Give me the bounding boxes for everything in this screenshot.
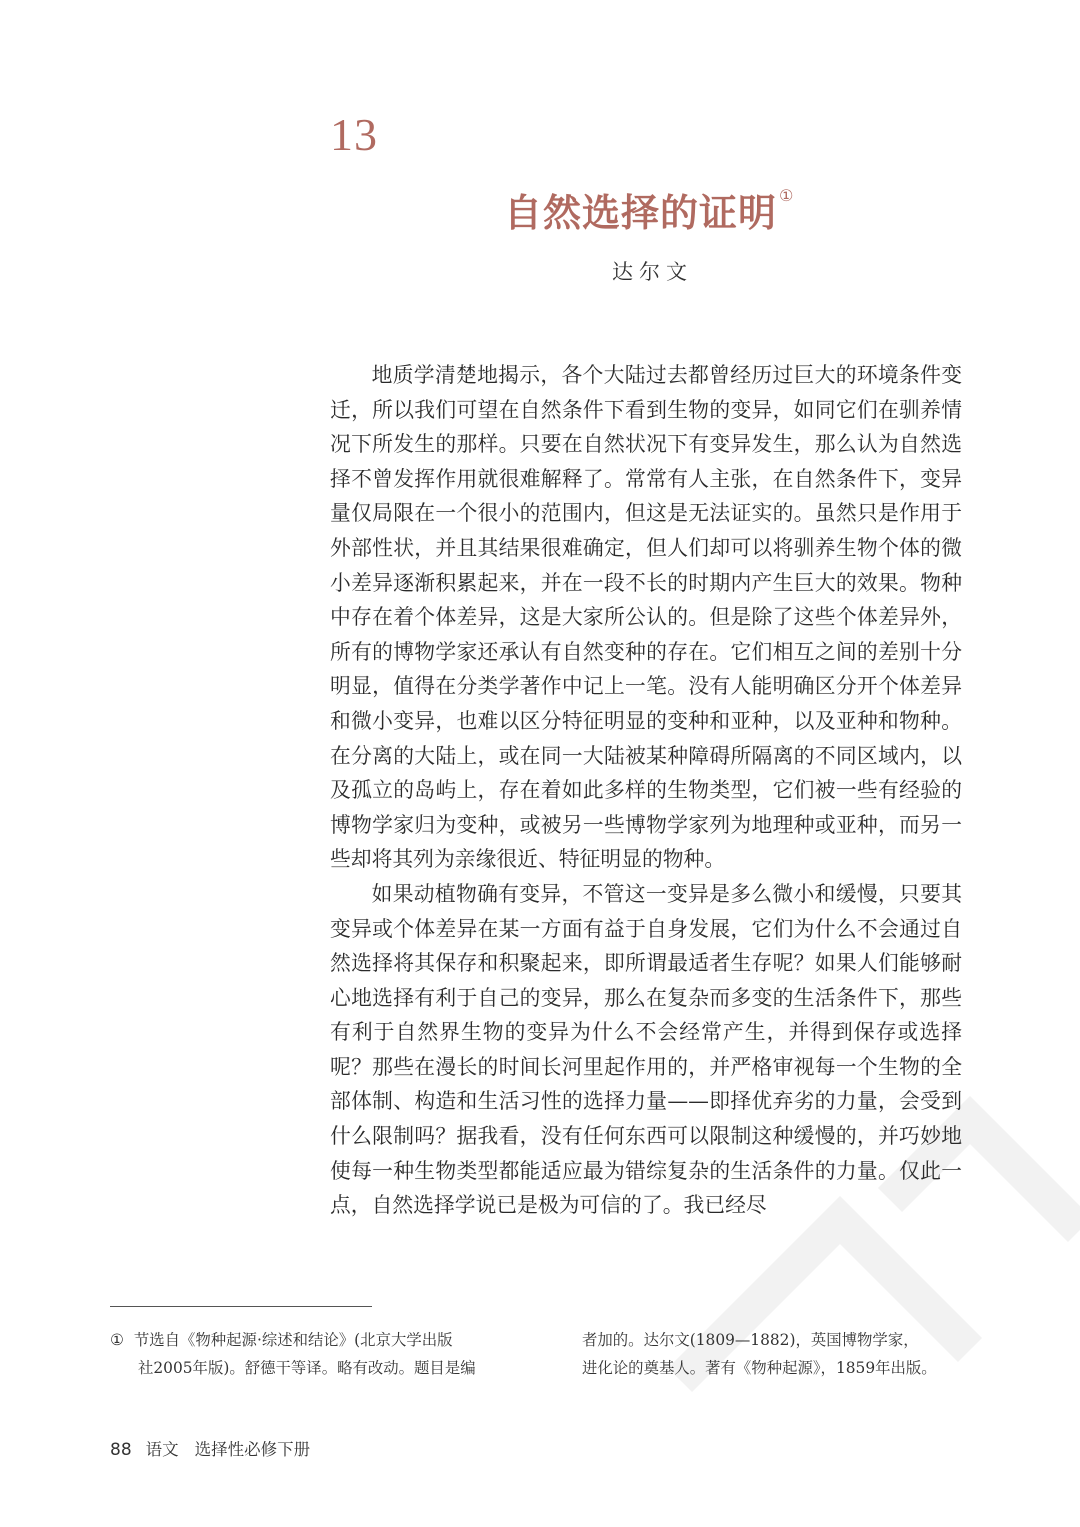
book-volume: 选择性必修下册 bbox=[194, 1440, 311, 1459]
footnote-divider bbox=[110, 1306, 372, 1307]
footnote-right-line1: 者加的。达尔文(1809—1882)，英国博物学家， bbox=[582, 1331, 919, 1349]
footnote-right-column bbox=[582, 1326, 974, 1382]
page-number: 88 bbox=[110, 1440, 132, 1460]
lesson-number: 13 bbox=[330, 109, 378, 160]
footnote-left-line2: 社2005年版)。舒德干等译。略有改动。题目是编 bbox=[138, 1359, 476, 1377]
title-text: 自然选择的证明 bbox=[504, 191, 778, 235]
footnote-left-line1 bbox=[110, 1326, 510, 1354]
footnote-mark: ① bbox=[110, 1331, 124, 1349]
article-body bbox=[330, 358, 962, 1223]
page-footer bbox=[110, 1436, 310, 1460]
book-subject: 语文 bbox=[145, 1440, 179, 1459]
title-footnote-mark[interactable]: ① bbox=[779, 186, 795, 205]
article-title bbox=[504, 182, 794, 237]
paragraph-1: 地质学清楚地揭示，各个大陆过去都曾经历过巨大的环境条件变迁，所以我们可望在自然条件下看到生物的变异，如同它们在驯养情况下所发生的那样。只要在自然状况下有变异发生，那么认为自然选择不曾发挥作用就很难解释了。常常有人主张，在自然条件下，变异量仅局限在一个很小的范围内，但这是无法证实的。虽然只是作用于外部性状，并且其结果很难确定，但人们却可以将驯养生物个体的微小差异逐渐积累起来，并在一段不长的时期内产生巨大的效果。物种中存在着个体差异，这是大家所公认的。但是除了这些个体差异外，所有的博物学家还承认有自然变种的存在。它们相互之间的差别十分明显，值得在分类学著作中记上一笔。没有人能明确区分开个体差异和微小变异，也难以区分特征明显的变种和亚种，以及亚种和物种。在分离的大陆上，或在同一大陆被某种障碍所隔离的不同区域内，以及孤立的岛屿上，存在着如此多样的生物类型，它们被一些有经验的博物学家归为变种，或被另一些博物学家列为地理种或亚种，而另一些却将其列为亲缘很近、特征明显的物种。 bbox=[330, 363, 962, 872]
footnote-right-line2: 进化论的奠基人。著有《物种起源》，1859年出版。 bbox=[582, 1359, 937, 1377]
author: 达尔文 bbox=[612, 260, 693, 284]
paragraph-2: 如果动植物确有变异，不管这一变异是多么微小和缓慢，只要其变异或个体差异在某一方面有益于自身发展，它们为什么不会通过自然选择将其保存和积聚起来，即所谓最适者生存呢？如果人们能够耐心地选择有利于自己的变异，那么在复杂而多变的生活条件下，那些有利于自然界生物的变异为什么不会经常产生，并得到保存或选择呢？那些在漫长的时间长河里起作用的，并严格审视每一个生物的全部体制、构造和生活习性的选择力量——即择优弃劣的力量，会受到什么限制吗？据我看，没有任何东西可以限制这种缓慢的，并巧妙地使每一种生物类型都能适应最为错综复杂的生活条件的力量。仅此一点，自然选择学说已是极为可信的了。我已经尽 bbox=[330, 881, 962, 1218]
footnote-left-text1: 节选自《物种起源·综述和结论》(北京大学出版 bbox=[133, 1331, 453, 1349]
footnote-left-column bbox=[110, 1326, 510, 1382]
